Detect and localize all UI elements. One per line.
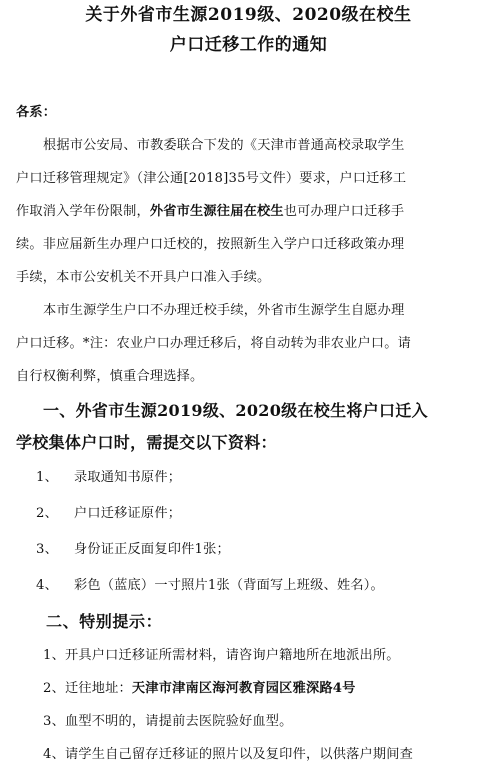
paragraph-1-line: 户口迁移管理规定》（津公通[2018]35号文件）要求，户口迁移工 xyxy=(16,171,407,186)
section-2-item: 1、开具户口迁移证所需材料，请咨询户籍地所在地派出所。 xyxy=(43,648,400,663)
item-number: 1、 xyxy=(36,470,58,485)
section-2-item: 3、血型不明的，请提前去医院验好血型。 xyxy=(43,714,293,729)
salutation: 各系： xyxy=(16,105,57,120)
item-text: 彩色（蓝底）一寸照片1张（背面写上班级、姓名）。 xyxy=(74,578,384,593)
section-1-heading-line: 一、外省市生源2019级、2020级在校生将户口迁入 xyxy=(43,401,428,420)
item-number: 4、 xyxy=(36,578,58,593)
item-number: 2、 xyxy=(36,506,58,521)
section-2-heading: 二、特别提示： xyxy=(46,612,163,631)
section-1-heading-line: 学校集体户口时，需提交以下资料： xyxy=(16,433,277,452)
address-bold: 天津市津南区海河教育园区雅深路4号 xyxy=(131,681,356,696)
item-text: 户口迁移证原件； xyxy=(74,506,182,521)
section-1-item xyxy=(36,469,181,487)
item-text: 身份证正反面复印件1张； xyxy=(74,542,230,557)
paragraph-2-line: 自行权衡利弊，慎重合理选择。 xyxy=(16,369,204,384)
item-text: 2、迁往地址： xyxy=(43,681,132,696)
section-2-item: 4、请学生自己留存迁移证的照片以及复印件，以供落户期间查 xyxy=(43,747,414,762)
paragraph-2-line: 本市生源学生户口不办理迁校手续，外省市生源学生自愿办理 xyxy=(43,303,405,318)
paragraph-1-bold: 外省市生源往届在校生 xyxy=(149,204,284,219)
section-1-item xyxy=(36,541,230,559)
paragraph-1-line: 根据市公安局、市教委联合下发的《天津市普通高校录取学生 xyxy=(43,138,405,153)
title-line-2: 户口迁移工作的通知 xyxy=(169,35,328,55)
section-1-item xyxy=(36,505,181,523)
item-text: 录取通知书原件； xyxy=(74,470,182,485)
title-line-1: 关于外省市生源2019级、2020级在校生 xyxy=(85,5,412,25)
paragraph-2-line: 户口迁移。*注：农业户口办理迁移后，将自动转为非农业户口。请 xyxy=(16,336,412,351)
paragraph-1-line: 续。非应届新生办理户口迁校的，按照新生入学户口迁移政策办理 xyxy=(16,237,405,252)
section-2-item xyxy=(43,680,356,698)
item-number: 3、 xyxy=(36,542,58,557)
paragraph-1-text: 作取消入学年份限制， xyxy=(16,204,150,219)
paragraph-1-text: 也可办理户口迁移手 xyxy=(283,204,405,219)
paragraph-1-line xyxy=(16,203,404,221)
section-1-item xyxy=(36,577,384,595)
paragraph-1-line: 手续，本市公安机关不开具户口准入手续。 xyxy=(16,270,271,285)
